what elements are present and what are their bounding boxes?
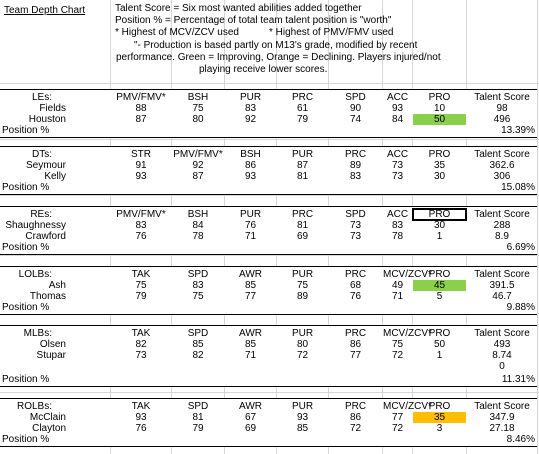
pro-cell[interactable]: 1 (436, 231, 443, 242)
stat-cell[interactable]: 86 (244, 160, 257, 171)
player-name[interactable]: Ash (48, 280, 66, 291)
stat-cell[interactable]: 72 (391, 350, 404, 361)
player-row (0, 350, 537, 361)
sheet-title[interactable]: Team Depth Chart (4, 5, 86, 16)
column-header[interactable]: BSH (187, 92, 209, 103)
column-header[interactable]: SPD (187, 269, 209, 280)
section-rolbs (0, 398, 537, 447)
position-pct-value[interactable]: 9.88% (506, 302, 535, 313)
talent-score-cell[interactable]: 8.9 (495, 231, 509, 242)
talent-score-cell[interactable]: 288 (493, 220, 511, 231)
column-header[interactable]: AWR (239, 328, 262, 339)
stat-cell[interactable]: 76 (244, 220, 257, 231)
player-name[interactable]: Clayton (32, 423, 66, 434)
stat-cell[interactable]: 77 (349, 350, 362, 361)
position-pct-label[interactable]: Position % (2, 374, 50, 385)
column-header[interactable]: TAK (131, 401, 151, 412)
stat-cell[interactable]: 89 (296, 291, 309, 302)
stat-cell[interactable]: 87 (296, 160, 309, 171)
extra-value-cell[interactable]: 0 (499, 361, 505, 372)
stat-cell[interactable]: 74 (349, 114, 362, 125)
stat-cell[interactable]: 90 (349, 103, 362, 114)
position-row (0, 182, 537, 193)
column-header[interactable]: PRO (428, 401, 451, 412)
player-row (0, 412, 537, 423)
column-header[interactable]: SPD (345, 92, 366, 103)
position-row (0, 125, 537, 136)
stat-cell[interactable]: 84 (391, 114, 404, 125)
position-group-label[interactable]: REs: (30, 209, 52, 220)
pro-cell[interactable]: 50 (433, 339, 446, 350)
column-header[interactable]: TAK (131, 269, 151, 280)
talent-score-cell[interactable]: 8.74 (492, 350, 512, 361)
stat-cell[interactable]: 72 (349, 423, 362, 434)
position-group-label[interactable]: LEs: (31, 92, 52, 103)
player-row (0, 103, 537, 114)
player-name[interactable]: Thomas (29, 291, 66, 302)
column-header[interactable]: Talent Score (474, 269, 530, 280)
talent-score-cell[interactable]: 496 (493, 114, 511, 125)
player-name[interactable]: Seymour (25, 160, 66, 171)
section-mlbs (0, 325, 537, 387)
stat-cell[interactable]: 91 (135, 160, 147, 171)
grid-line (0, 83, 539, 84)
stat-cell[interactable]: 69 (244, 423, 257, 434)
position-group-label[interactable]: MLBs: (23, 328, 52, 339)
pro-cell[interactable]: 10 (433, 103, 446, 114)
pro-cell[interactable]: 35 (433, 160, 446, 171)
position-pct-label[interactable]: Position % (2, 242, 50, 253)
column-header[interactable]: Talent Score (474, 149, 530, 160)
stat-cell[interactable]: 93 (135, 412, 147, 423)
column-header[interactable]: PUR (239, 209, 262, 220)
stat-cell[interactable]: 81 (296, 220, 309, 231)
stat-cell[interactable]: 80 (296, 339, 309, 350)
column-header[interactable]: PUR (291, 401, 314, 412)
header-row (0, 209, 537, 220)
column-header[interactable]: SPD (187, 328, 209, 339)
position-pct-value[interactable]: 6.69% (506, 242, 535, 253)
stat-cell[interactable]: 81 (192, 412, 204, 423)
column-header[interactable]: PRO (428, 328, 451, 339)
section-res (0, 206, 537, 255)
column-header[interactable]: PUR (291, 149, 314, 160)
stat-cell[interactable]: 85 (296, 423, 309, 434)
extra-row (0, 361, 537, 372)
stat-cell[interactable]: 68 (349, 280, 362, 291)
column-header[interactable]: STR (131, 149, 151, 160)
section-les (0, 89, 537, 138)
stat-cell[interactable]: 88 (135, 103, 147, 114)
grid-line (537, 0, 538, 454)
talent-score-cell[interactable]: 306 (493, 171, 511, 182)
stat-cell[interactable]: 83 (192, 280, 204, 291)
stat-cell[interactable]: 80 (192, 114, 204, 125)
column-header[interactable]: MCV/ZCV* (383, 328, 432, 339)
stat-cell[interactable]: 71 (391, 291, 404, 302)
talent-score-cell[interactable]: 27.18 (489, 423, 515, 434)
stat-cell[interactable]: 73 (349, 220, 362, 231)
stat-cell[interactable]: 75 (192, 291, 204, 302)
stat-cell[interactable]: 69 (296, 231, 309, 242)
player-row (0, 291, 537, 302)
column-header[interactable]: ACC (386, 209, 409, 220)
column-header[interactable]: ACC (386, 149, 409, 160)
header-row (0, 269, 537, 280)
position-pct-value[interactable]: 13.39% (501, 125, 535, 136)
column-header[interactable]: BSH (240, 149, 261, 160)
stat-cell[interactable]: 77 (391, 412, 404, 423)
stat-cell[interactable]: 85 (244, 280, 257, 291)
stat-cell[interactable]: 92 (192, 160, 204, 171)
production-note-line-3[interactable]: playing receive lower scores. (199, 64, 328, 75)
stat-cell[interactable]: 75 (192, 103, 204, 114)
stat-cell[interactable]: 61 (296, 103, 309, 114)
stat-cell[interactable]: 72 (391, 423, 404, 434)
stat-cell[interactable]: 72 (296, 350, 309, 361)
column-header[interactable]: PRO (428, 269, 451, 280)
stat-cell[interactable]: 83 (135, 220, 147, 231)
column-header[interactable]: ACC (386, 92, 409, 103)
pro-cell[interactable]: 3 (436, 423, 443, 434)
production-note-line-1[interactable]: "- Production is based partly on M13's grade, modified by recent (134, 40, 418, 51)
mcv-note[interactable]: * Highest of MCV/ZCV used (115, 27, 239, 38)
stat-cell[interactable]: 93 (244, 171, 257, 182)
column-header[interactable]: PRC (344, 269, 367, 280)
stat-cell[interactable]: 76 (135, 423, 147, 434)
stat-cell[interactable]: 73 (391, 160, 404, 171)
stat-cell[interactable]: 73 (391, 171, 404, 182)
position-group-label[interactable]: ROLBs: (16, 401, 52, 412)
position-pct-label[interactable]: Position % (2, 182, 50, 193)
stat-cell[interactable]: 87 (135, 114, 147, 125)
pro-cell[interactable]: 5 (436, 291, 443, 302)
stat-cell[interactable]: 76 (349, 291, 362, 302)
stat-cell[interactable]: 49 (391, 280, 404, 291)
pro-cell[interactable]: 30 (433, 171, 446, 182)
column-header[interactable]: AWR (239, 401, 262, 412)
grid-line (0, 139, 539, 140)
stat-cell[interactable]: 73 (135, 350, 147, 361)
stat-cell[interactable]: 79 (296, 114, 309, 125)
column-header[interactable]: PUR (291, 269, 314, 280)
stat-cell[interactable]: 89 (349, 160, 362, 171)
section-lolbs (0, 266, 537, 315)
position-pct-value[interactable]: 15.08% (501, 182, 535, 193)
column-header[interactable]: PRC (291, 92, 314, 103)
player-name[interactable]: Stupar (36, 350, 66, 361)
position-row (0, 242, 537, 253)
column-header[interactable]: PRC (344, 149, 367, 160)
stat-cell[interactable]: 93 (135, 171, 147, 182)
grid-line (0, 195, 539, 196)
position-group-label[interactable]: LOLBs: (18, 269, 52, 280)
position-pct-label[interactable]: Position % (2, 125, 50, 136)
column-header[interactable]: Talent Score (474, 92, 530, 103)
player-row (0, 160, 537, 171)
position-pct-label[interactable]: Position % (2, 434, 50, 445)
pro-cell-improving[interactable]: 50 (413, 114, 466, 125)
stat-cell[interactable]: 73 (349, 231, 362, 242)
column-header[interactable]: PMV/FMV* (116, 209, 166, 220)
stat-cell[interactable]: 78 (391, 231, 404, 242)
column-header[interactable]: PUR (291, 328, 314, 339)
stat-cell[interactable]: 75 (296, 280, 309, 291)
stat-cell[interactable]: 93 (296, 412, 309, 423)
stat-cell[interactable]: 93 (391, 103, 404, 114)
column-header[interactable]: PUR (239, 92, 262, 103)
column-header[interactable]: PMV/FMV* (173, 149, 223, 160)
position-group-label[interactable]: DTs: (32, 149, 52, 160)
column-header[interactable]: SPD (345, 209, 366, 220)
column-header[interactable]: TAK (131, 328, 151, 339)
stat-cell[interactable]: 85 (244, 339, 257, 350)
stat-cell[interactable]: 82 (135, 339, 147, 350)
stat-cell[interactable]: 83 (349, 171, 362, 182)
column-header[interactable]: PRC (344, 401, 367, 412)
pro-cell-declining[interactable]: 35 (413, 412, 466, 423)
stat-cell[interactable]: 67 (244, 412, 257, 423)
column-header[interactable]: SPD (187, 401, 209, 412)
column-header[interactable]: AWR (239, 269, 262, 280)
stat-cell[interactable]: 83 (244, 103, 257, 114)
stat-cell[interactable]: 78 (192, 231, 204, 242)
pmv-note[interactable]: * Highest of PMV/FMV used (269, 27, 394, 38)
position-pct-note[interactable]: Position % = Percentage of total team talent position is "worth" (115, 15, 392, 26)
stat-cell[interactable]: 85 (192, 339, 204, 350)
player-name[interactable]: Olsen (39, 339, 66, 350)
stat-cell[interactable]: 79 (135, 291, 147, 302)
stat-cell[interactable]: 84 (192, 220, 204, 231)
player-row (0, 280, 537, 291)
column-header[interactable]: PRO (428, 149, 451, 160)
talent-score-note[interactable]: Talent Score = Six most wanted abilities added together (115, 3, 362, 14)
header-row (0, 328, 537, 339)
player-row (0, 339, 537, 350)
column-header[interactable]: PRC (291, 209, 314, 220)
pro-cell[interactable]: 1 (436, 350, 443, 361)
column-header[interactable]: MCV/ZCV* (383, 269, 432, 280)
stat-cell[interactable]: 77 (244, 291, 257, 302)
stat-cell[interactable]: 71 (244, 231, 257, 242)
player-name[interactable]: Fields (39, 103, 66, 114)
stat-cell[interactable]: 75 (391, 339, 404, 350)
player-row (0, 220, 537, 231)
position-pct-value[interactable]: 8.46% (506, 434, 535, 445)
stat-cell[interactable]: 71 (244, 350, 257, 361)
column-header[interactable]: PRO (428, 92, 451, 103)
position-row (0, 434, 537, 445)
selected-cell-pro-header[interactable]: PRO (413, 209, 466, 220)
player-name[interactable]: Crawford (25, 231, 66, 242)
pro-cell-improving[interactable]: 45 (413, 280, 466, 291)
column-header[interactable]: BSH (187, 209, 209, 220)
talent-score-cell[interactable]: 362.6 (489, 160, 515, 171)
position-row (0, 374, 537, 385)
column-header[interactable]: MCV/ZCV* (383, 401, 432, 412)
talent-score-cell[interactable]: 347.9 (489, 412, 515, 423)
player-name[interactable]: Kelly (44, 171, 66, 182)
player-name[interactable]: Houston (28, 114, 66, 125)
talent-score-cell[interactable]: 46.7 (492, 291, 512, 302)
player-name[interactable]: Shaughnessy (5, 220, 66, 231)
header-row (0, 401, 537, 412)
stat-cell[interactable]: 87 (192, 171, 204, 182)
stat-cell[interactable]: 75 (135, 280, 147, 291)
stat-cell[interactable]: 86 (349, 339, 362, 350)
column-header[interactable]: Talent Score (474, 209, 530, 220)
player-name[interactable]: McClain (29, 412, 66, 423)
stat-cell[interactable]: 79 (192, 423, 204, 434)
stat-cell[interactable]: 92 (244, 114, 257, 125)
grid-line (0, 255, 539, 256)
talent-score-cell[interactable]: 493 (493, 339, 511, 350)
stat-cell[interactable]: 86 (349, 412, 362, 423)
player-row (0, 114, 537, 125)
position-pct-label[interactable]: Position % (2, 302, 50, 313)
column-header[interactable]: PRC (344, 328, 367, 339)
column-header[interactable]: PMV/FMV* (116, 92, 166, 103)
header-row (0, 149, 537, 160)
column-header[interactable]: Talent Score (474, 401, 530, 412)
stat-cell[interactable]: 76 (135, 231, 147, 242)
header-row (0, 92, 537, 103)
pro-cell[interactable]: 30 (433, 220, 446, 231)
player-row (0, 171, 537, 182)
stat-cell[interactable]: 82 (192, 350, 204, 361)
position-pct-value[interactable]: 11.31% (501, 374, 535, 385)
talent-score-cell[interactable]: 391.5 (489, 280, 515, 291)
talent-score-cell[interactable]: 98 (496, 103, 508, 114)
player-row (0, 423, 537, 434)
stat-cell[interactable]: 83 (391, 220, 404, 231)
production-note-line-2[interactable]: performance. Green = Improving, Orange = Declining. Players injured/not (116, 52, 441, 63)
stat-cell[interactable]: 81 (296, 171, 309, 182)
column-header[interactable]: Talent Score (474, 328, 530, 339)
player-row (0, 231, 537, 242)
position-row (0, 302, 537, 313)
section-dts (0, 146, 537, 195)
grid-line (0, 392, 539, 393)
